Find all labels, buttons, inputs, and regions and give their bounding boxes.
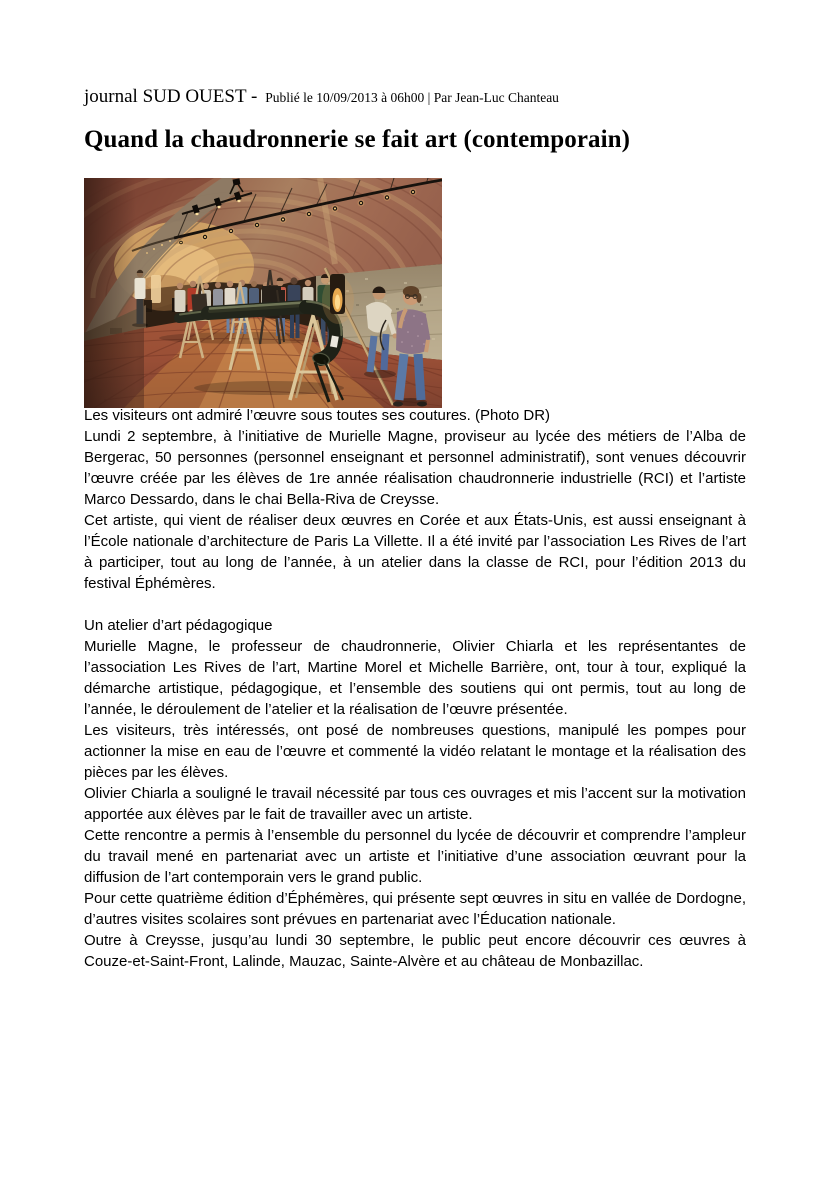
paragraph-body-2: Les visiteurs, très intéressés, ont posé de nombreuses questions, manipulé les pompes pour actionner la mise en eau de l’œuvre et commenté la vidéo relatant le montage et la réalisation des pièces par les élèves.: [84, 722, 746, 781]
photo-caption: Les visiteurs ont admiré l’œuvre sous toutes ses coutures. (Photo DR): [84, 407, 551, 424]
paragraph-body-6: Outre à Creysse, jusqu’au lundi 30 septembre, le public peut encore découvrir ces œuvres à Couze-et-Saint-Front, Lalinde, Mauzac, Sainte-Alvère et au château de Monbazillac.: [84, 932, 746, 970]
exhibition-photo-illustration: [84, 178, 442, 408]
paragraph-body-3: Olivier Chiarla a souligné le travail nécessité par tous ces ouvrages et mis l’accent sur la motivation apportée aux élèves par le fait de travailler avec un artiste.: [84, 785, 746, 823]
paragraph-intro-1: Lundi 2 septembre, à l’initiative de Murielle Magne, proviseur au lycée des métiers de l’Alba de Bergerac, 50 personnes (personnel enseignant et personnel administratif), sont venues découvrir l’œuvre créée par les élèves de 1re année réalisation chaudronnerie industrielle (RCI) et l’artiste Marco Dessardo, dans le chai Bella-Riva de Creysse.: [84, 428, 746, 508]
paragraph-body-4: Cette rencontre a permis à l’ensemble du personnel du lycée de découvrir et comprendre l’ampleur du travail mené en partenariat avec un artiste et l’initiative d’une association œuvrant pour la diffusion de l’art contemporain vers le grand public.: [84, 827, 746, 886]
section-subheading: Un atelier d’art pédagogique: [84, 617, 273, 634]
paragraph-body-1: Murielle Magne, le professeur de chaudronnerie, Olivier Chiarla et les représentantes de l’association Les Rives de l’art, Martine Morel et Michelle Barrière, ont, tour à tour, expliqué la démarche artistique, pédagogique, et l’ensemble des soutiens qui ont permis, tout au long de l’année, le déroulement de l’atelier et la réalisation de l’œuvre présentée.: [84, 638, 746, 718]
article-body: [84, 405, 746, 972]
paragraph-body-5: Pour cette quatrième édition d’Éphémères, qui présente sept œuvres in situ en vallée de Dordogne, d’autres visites scolaires sont prévues en partenariat avec l’Éducation nationale.: [84, 890, 746, 928]
paragraph-intro-2: Cet artiste, qui vient de réaliser deux œuvres en Corée et aux États-Unis, est aussi enseignant à l’École nationale d’architecture de Paris La Villette. Il a été invité par l’association Les Rives de l’art à participer, tout au long de l’année, à un atelier dans la classe de RCI, pour l’édition 2013 du festival Éphémères.: [84, 512, 746, 592]
byline: [84, 86, 559, 108]
publication-meta: Publié le 10/09/2013 à 06h00 | Par Jean-Luc Chanteau: [265, 90, 559, 105]
article-photo: [84, 178, 442, 408]
publication-name: journal SUD OUEST -: [84, 86, 258, 107]
article-headline: Quand la chaudronnerie se fait art (contemporain): [84, 126, 631, 153]
